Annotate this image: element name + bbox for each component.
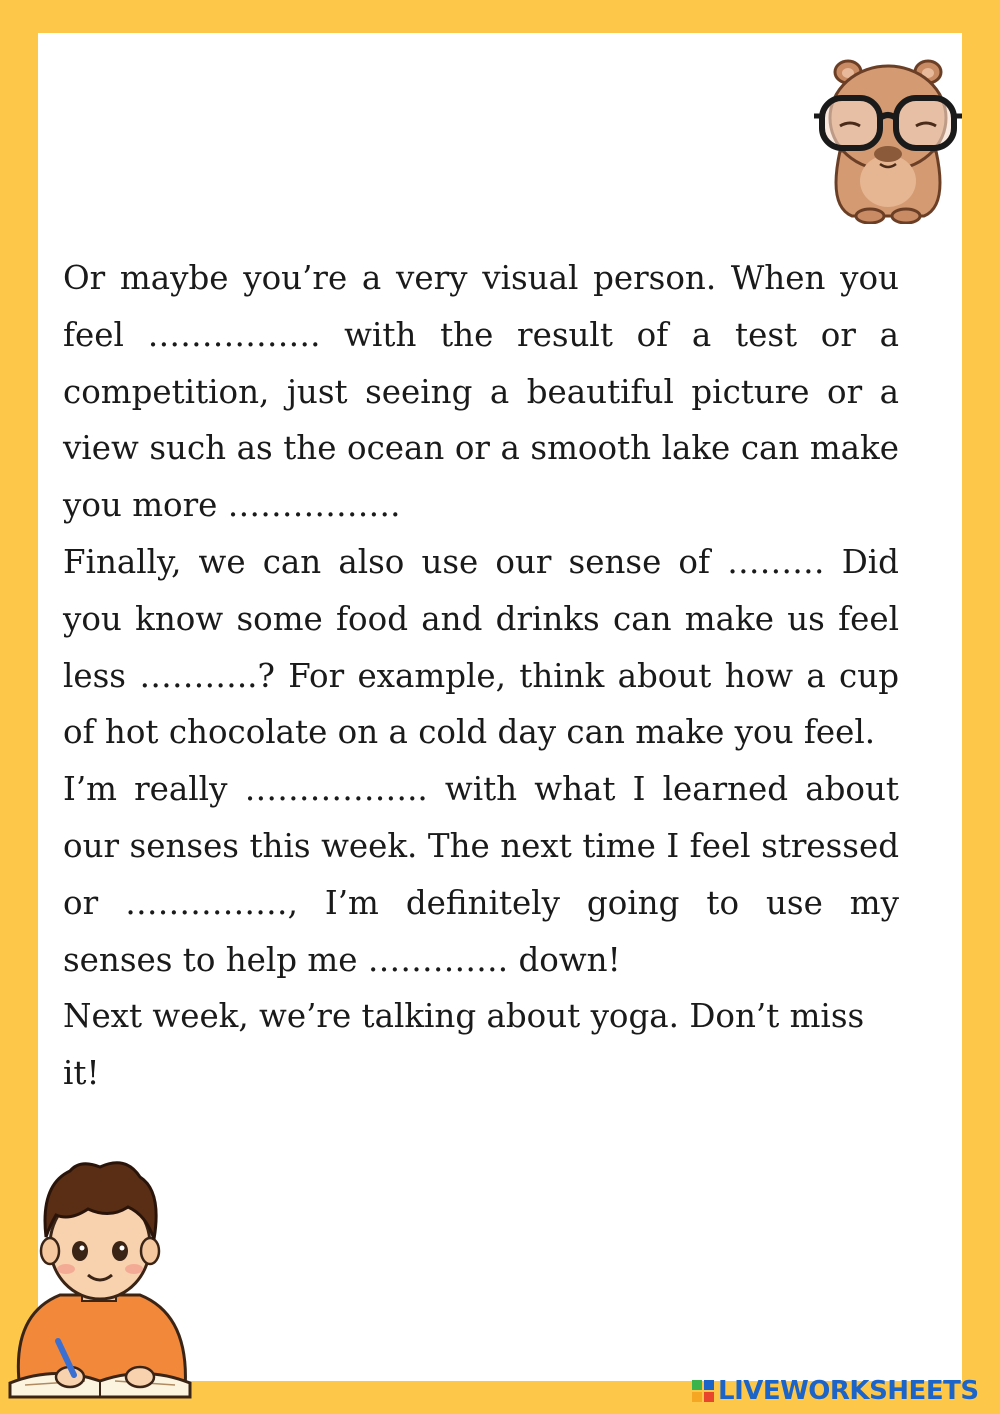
liveworksheets-logo-text: LIVEWORKSHEETS bbox=[718, 1376, 979, 1406]
liveworksheets-logo bbox=[692, 1376, 979, 1406]
paragraph-senses: I’m really …………….. with what I learned about our senses this week. The next time I feel stressed or ……………, I’m definitely going to use my senses to help me …………. down! bbox=[63, 770, 899, 979]
paragraph-next-week: Next week, we’re talking about yoga. Don’t miss it! bbox=[63, 997, 865, 1093]
liveworksheets-logo-icon bbox=[692, 1380, 714, 1402]
boy-writing-illustration bbox=[0, 1155, 200, 1400]
paragraph-visual: Or maybe you’re a very visual person. When you feel ……………. with the result of a test or a competition, just seeing a beautiful picture or a view such as the ocean or a smooth lake can make you more ……………. bbox=[63, 259, 899, 525]
paragraph-taste: Finally, we can also use our sense of ……… Did you know some food and drinks can make us feel less ………..? For example, think about how a cup of hot chocolate on a cold day can make you feel. bbox=[63, 542, 899, 752]
capybara-illustration bbox=[810, 56, 966, 224]
worksheet-text bbox=[63, 250, 899, 1102]
